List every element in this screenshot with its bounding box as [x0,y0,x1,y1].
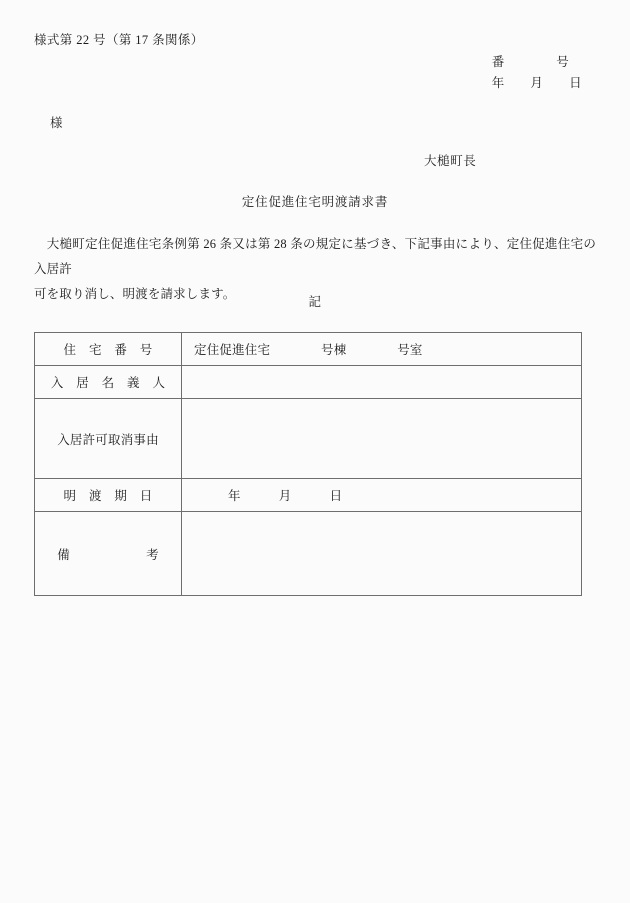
addressee-honorific: 様 [50,116,63,130]
document-date-label: 年 月 日 [491,76,582,90]
body-line-2: 可を取り消し、明渡を請求します。 [34,287,236,301]
row-value-resident-name[interactable] [182,366,582,399]
table-row [35,399,582,479]
row-label-housing-number: 住 宅 番 号 [35,333,182,366]
row-value-vacate-date[interactable]: 年 月 日 [182,479,582,512]
row-label-vacate-date: 明 渡 期 日 [35,479,182,512]
table-row [35,333,582,366]
table-row [35,479,582,512]
table-row [35,512,582,596]
document-number-label: 番 号 [491,55,570,69]
page-title: 定住促進住宅明渡請求書 [241,195,389,209]
row-label-resident-name: 入 居 名 義 人 [35,366,182,399]
row-value-revocation-reason[interactable] [182,399,582,479]
body-line-1: 大槌町定住促進住宅条例第 26 条又は第 28 条の規定に基づき、下記事由により、定住促進住宅の入居許 [34,237,596,276]
row-value-remarks[interactable] [182,512,582,596]
table-row [35,366,582,399]
row-label-remarks: 備 考 [35,512,182,596]
document-number-block [492,52,582,94]
issuer-name: 大槌町長 [424,154,477,168]
row-label-revocation-reason: 入居許可取消事由 [35,399,182,479]
form-table [34,332,582,596]
row-value-housing-number[interactable]: 定住促進住宅 号棟 号室 [182,333,582,366]
ki-mark: 記 [308,295,322,309]
form-code: 様式第 22 号（第 17 条関係） [34,33,204,47]
